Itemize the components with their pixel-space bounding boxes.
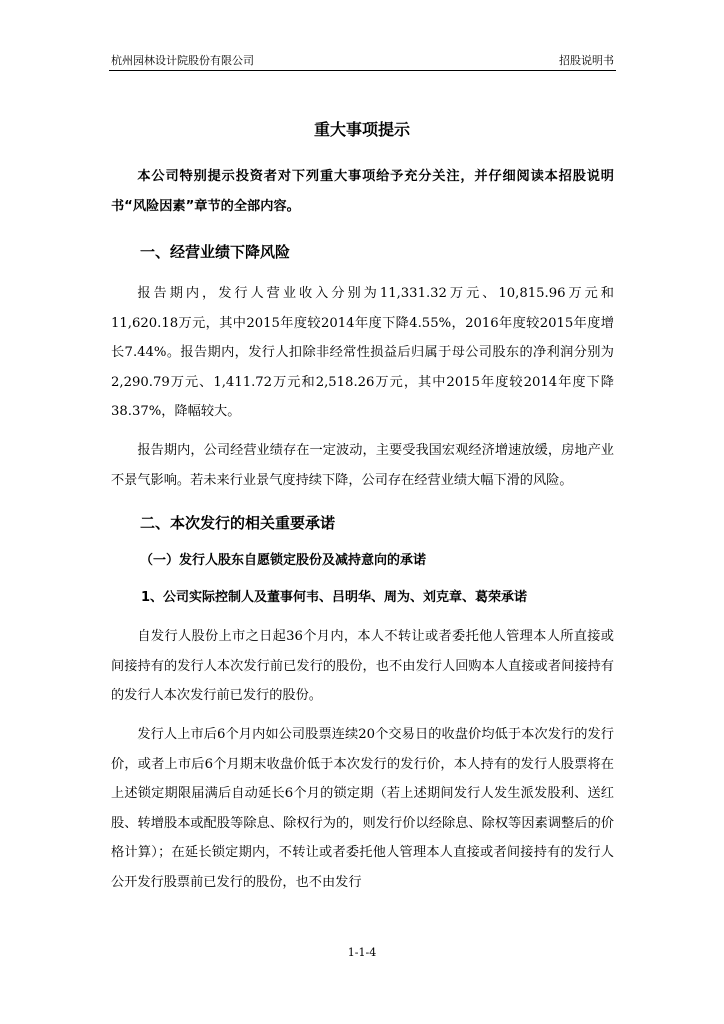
- page-number: 1-1-4: [347, 946, 377, 959]
- header-divider: [109, 70, 616, 71]
- section-2-paragraph-2: 发行人上市后6个月内如公司股票连续20个交易日的收盘价均低于本次发行的发行价，或者上市后6个月期末收盘价低于本次发行的发行价，本人持有的发行人股票将在上述锁定期限届满后自动延长6个月的锁定期（若上述期间发行人发生派发股利、送红股、转增股本或配股等除息、除权行为的，则发行价以经除息、除权等因素调整后的价格计算）；在延长锁定期内，不转让或者委托他人管理本人直接或者间接持有的发行人公开发行股票前已发行的股份，也不由发行: [111, 726, 614, 890]
- intro-paragraph: 本公司特别提示投资者对下列重大事项给予充分关注，并仔细阅读本招股说明书“风险因素”章节的全部内容。: [111, 169, 614, 214]
- section-1-paragraph-2: 报告期内，公司经营业绩存在一定波动，主要受我国宏观经济增速放缓，房地产业不景气影响。若未来行业景气度持续下降，公司存在经营业绩大幅下滑的风险。: [111, 442, 614, 488]
- header-company-name: 杭州园林设计院股份有限公司: [111, 54, 254, 67]
- section-2-heading: 二、本次发行的相关重要承诺: [140, 514, 336, 533]
- section-2-subheading: （一）发行人股东自愿锁定股份及减持意向的承诺: [140, 553, 427, 569]
- section-1-heading: 一、经营业绩下降风险: [140, 243, 291, 261]
- page-header: [111, 52, 614, 70]
- page-title: 重大事项提示: [313, 120, 410, 139]
- header-document-type: 招股说明书: [559, 54, 614, 67]
- section-1-paragraph-1: 报告期内，发行人营业收入分别为11,331.32万元、10,815.96万元和11,620.18万元，其中2015年度较2014年度下降4.55%，2016年度较2015年度增长7.44%。报告期内，发行人扣除非经常性损益后归属于母公司股东的净利润分别为2,290.79万元、1,411.72万元和2,518.26万元，其中2015年度较2014年度下降38.37%，降幅较大。: [111, 286, 614, 420]
- document-body: [111, 162, 614, 898]
- section-2-item-heading: 1、公司实际控制人及董事何韦、吕明华、周为、刘克章、葛荣承诺: [141, 590, 528, 606]
- section-2-paragraph-1: 自发行人股份上市之日起36个月内，本人不转让或者委托他人管理本人所直接或间接持有的发行人本次发行前已发行的股份，也不由发行人回购本人直接或者间接持有的发行人本次发行前已发行的股份。: [111, 629, 614, 704]
